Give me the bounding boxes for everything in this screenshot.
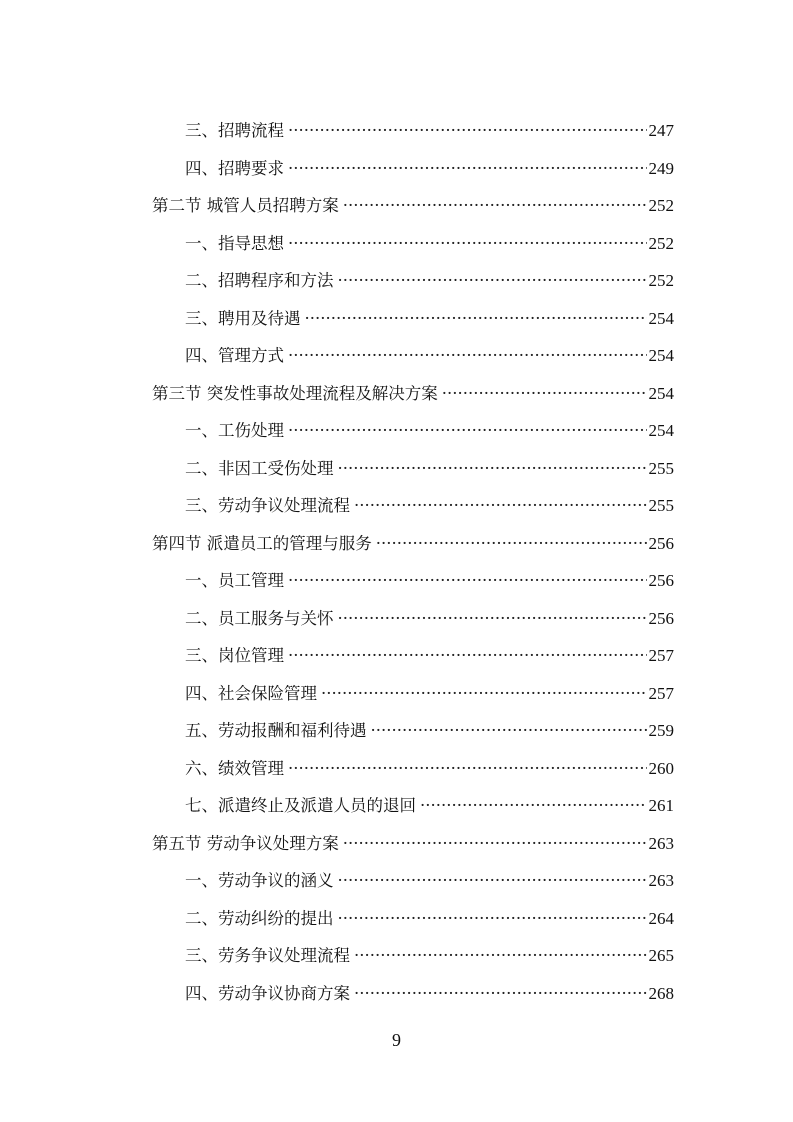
toc-dot-leader <box>288 750 647 788</box>
toc-entry-title: 四、社会保险管理 <box>185 683 317 703</box>
toc-entry-title: 四、招聘要求 <box>185 158 284 178</box>
toc-subsection-entry[interactable] <box>185 225 674 263</box>
toc-entry-title: 二、招聘程序和方法 <box>185 271 334 290</box>
toc-entry-page: 263 <box>648 833 674 853</box>
toc-dot-leader <box>288 562 647 600</box>
toc-entry-title: 第二节 城管人员招聘方案 <box>152 196 339 215</box>
toc-entry-page: 252 <box>648 271 674 290</box>
toc-entry-page: 249 <box>648 158 674 178</box>
toc-dot-leader <box>288 225 647 263</box>
toc-entry-page: 256 <box>648 608 674 628</box>
toc-dot-leader <box>343 187 647 225</box>
toc-subsection-entry[interactable] <box>185 450 674 488</box>
table-of-contents <box>0 112 793 1012</box>
toc-entry-page: 252 <box>648 233 674 253</box>
toc-subsection-entry[interactable] <box>185 112 674 150</box>
toc-subsection-entry[interactable] <box>185 712 674 750</box>
toc-dot-leader <box>338 862 647 900</box>
toc-dot-leader <box>288 112 647 150</box>
toc-entry-title: 七、派遣终止及派遣人员的退回 <box>185 796 416 815</box>
toc-entry-title: 二、非因工受伤处理 <box>185 458 334 478</box>
toc-entry-title: 六、绩效管理 <box>185 758 284 778</box>
toc-entry-page: 261 <box>648 796 674 815</box>
toc-entry-title: 第五节 劳动争议处理方案 <box>152 833 339 853</box>
toc-entry-page: 260 <box>648 758 674 778</box>
toc-entry-title: 第三节 突发性事故处理流程及解决方案 <box>152 383 438 403</box>
toc-entry-title: 一、工伤处理 <box>185 421 284 440</box>
toc-entry-title: 五、劳动报酬和福利待遇 <box>185 721 367 740</box>
toc-section-entry[interactable] <box>152 375 674 413</box>
toc-subsection-entry[interactable] <box>185 862 674 900</box>
toc-entry-page: 254 <box>648 383 674 403</box>
toc-entry-page: 256 <box>648 571 674 590</box>
toc-subsection-entry[interactable] <box>185 637 674 675</box>
toc-entry-title: 二、劳动纠纷的提出 <box>185 908 334 928</box>
toc-entry-title: 三、聘用及待遇 <box>185 308 301 328</box>
toc-subsection-entry[interactable] <box>185 412 674 450</box>
toc-entry-page: 257 <box>648 683 674 703</box>
toc-entry-title: 二、员工服务与关怀 <box>185 608 334 628</box>
toc-subsection-entry[interactable] <box>185 487 674 525</box>
toc-dot-leader <box>288 637 647 675</box>
toc-entry-title: 一、劳动争议的涵义 <box>185 871 334 890</box>
toc-entry-title: 三、劳务争议处理流程 <box>185 946 350 965</box>
toc-entry-page: 264 <box>648 908 674 928</box>
toc-dot-leader <box>371 712 647 750</box>
toc-dot-leader <box>338 262 647 300</box>
toc-dot-leader <box>288 150 647 188</box>
toc-entry-title: 一、指导思想 <box>185 233 284 253</box>
toc-dot-leader <box>288 337 647 375</box>
toc-subsection-entry[interactable] <box>185 300 674 338</box>
toc-subsection-entry[interactable] <box>185 562 674 600</box>
toc-entry-title: 四、管理方式 <box>185 346 284 365</box>
toc-entry-page: 257 <box>648 646 674 665</box>
toc-entry-page: 265 <box>648 946 674 965</box>
toc-entry-page: 259 <box>648 721 674 740</box>
toc-entry-page: 252 <box>648 196 674 215</box>
toc-entry-title: 第四节 派遣员工的管理与服务 <box>152 533 372 553</box>
toc-entry-title: 四、劳动争议协商方案 <box>185 983 350 1003</box>
toc-subsection-entry[interactable] <box>185 937 674 975</box>
toc-subsection-entry[interactable] <box>185 975 674 1013</box>
toc-dot-leader <box>420 787 647 825</box>
toc-subsection-entry[interactable] <box>185 787 674 825</box>
toc-entry-title: 三、招聘流程 <box>185 121 284 140</box>
toc-entry-page: 254 <box>648 421 674 440</box>
toc-subsection-entry[interactable] <box>185 600 674 638</box>
toc-subsection-entry[interactable] <box>185 262 674 300</box>
toc-entry-title: 三、岗位管理 <box>185 646 284 665</box>
page-number: 9 <box>392 1030 401 1050</box>
toc-entry-title: 一、员工管理 <box>185 571 284 590</box>
toc-dot-leader <box>338 900 647 938</box>
toc-entry-page: 268 <box>648 983 674 1003</box>
toc-dot-leader <box>354 975 647 1013</box>
toc-entry-page: 254 <box>648 308 674 328</box>
toc-dot-leader <box>305 300 647 338</box>
toc-subsection-entry[interactable] <box>185 675 674 713</box>
toc-section-entry[interactable] <box>152 525 674 563</box>
toc-entry-page: 263 <box>648 871 674 890</box>
toc-entry-page: 254 <box>648 346 674 365</box>
toc-dot-leader <box>343 825 647 863</box>
toc-dot-leader <box>338 600 647 638</box>
toc-entry-page: 247 <box>648 121 674 140</box>
toc-entry-title: 三、劳动争议处理流程 <box>185 496 350 515</box>
toc-dot-leader <box>376 525 647 563</box>
toc-section-entry[interactable] <box>152 187 674 225</box>
toc-dot-leader <box>288 412 647 450</box>
toc-dot-leader <box>338 450 647 488</box>
toc-dot-leader <box>354 937 647 975</box>
toc-subsection-entry[interactable] <box>185 150 674 188</box>
toc-entry-page: 255 <box>648 458 674 478</box>
toc-entry-page: 256 <box>648 533 674 553</box>
toc-subsection-entry[interactable] <box>185 750 674 788</box>
toc-dot-leader <box>354 487 647 525</box>
toc-subsection-entry[interactable] <box>185 900 674 938</box>
toc-dot-leader <box>321 675 647 713</box>
toc-section-entry[interactable] <box>152 825 674 863</box>
toc-subsection-entry[interactable] <box>185 337 674 375</box>
toc-entry-page: 255 <box>648 496 674 515</box>
toc-dot-leader <box>442 375 647 413</box>
